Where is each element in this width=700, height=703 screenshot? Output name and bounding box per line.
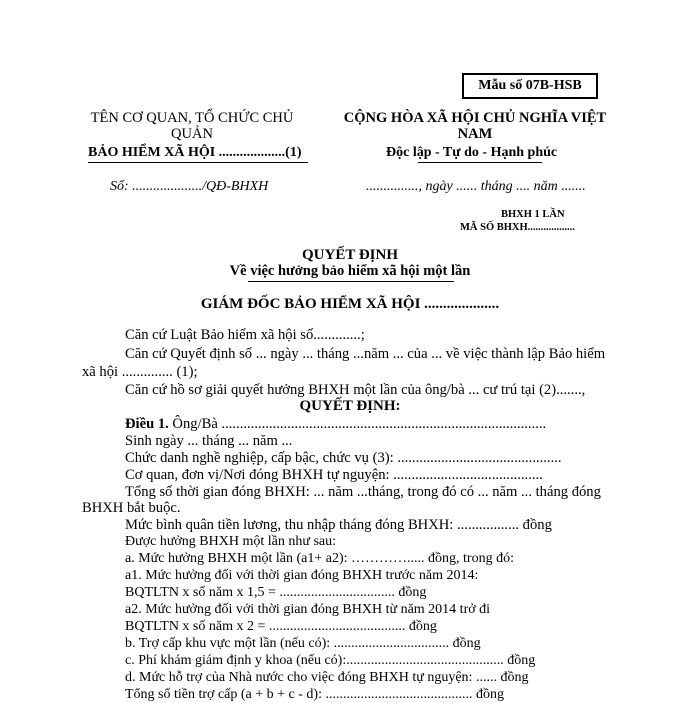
motto: Độc lập - Tự do - Hạnh phúc <box>386 145 558 160</box>
article1-total-time-cont: BHXH bắt buộc. <box>82 500 181 516</box>
article1-label: Điều 1. <box>125 416 169 432</box>
article1-avg-salary: Mức bình quân tiền lương, thu nhập tháng đóng BHXH: ................. đồng <box>125 517 552 533</box>
article1-item-a2-formula: BQTLTN x số năm x 2 = ....................................... đồng <box>125 619 437 634</box>
article1-total-time: Tổng số thời gian đóng BHXH: ... năm ...tháng, trong đó có ... năm ... tháng đóng <box>125 484 601 500</box>
article1-dob: Sinh ngày ... tháng ... năm ... <box>125 433 293 449</box>
preamble-decision: Căn cứ Quyết định số ... ngày ... tháng ...năm ... của ... về việc thành lập Bảo hiểm <box>125 346 606 362</box>
article1-total: Tổng số tiền trợ cấp (a + b + c - d): .......................................... đồng <box>125 687 504 702</box>
republic-line2: NAM <box>457 126 493 142</box>
preamble-law: Căn cứ Luật Bảo hiểm xã hội số.............; <box>125 327 365 343</box>
agency-name: BẢO HIỂM XÃ HỘI ...................(1) <box>88 145 302 160</box>
article1-item-c: c. Phí khám giám định y khoa (nếu có):............................................. đồng <box>125 653 536 668</box>
form-code: Mẫu số 07B-HSB <box>478 78 582 93</box>
article1-line <box>125 416 546 433</box>
article1-item-a1: a1. Mức hưởng đối với thời gian đóng BHXH trước năm 2014: <box>125 568 479 583</box>
article1-agency: Cơ quan, đơn vị/Nơi đóng BHXH tự nguyện: ......................................... <box>125 467 543 483</box>
decides-heading: QUYẾT ĐỊNH: <box>299 398 401 414</box>
article1-item-a2: a2. Mức hưởng đối với thời gian đóng BHXH từ năm 2014 trở đi <box>125 602 491 617</box>
decision-title: QUYẾT ĐỊNH <box>302 247 398 263</box>
article1-position: Chức danh nghề nghiệp, cấp bậc, chức vụ (3): ............................................. <box>125 450 562 466</box>
form-code-box <box>462 73 598 99</box>
preamble-decision-cont: xã hội .............. (1); <box>82 364 198 380</box>
authority-title: GIÁM ĐỐC BẢO HIỂM XÃ HỘI .................... <box>200 296 500 312</box>
article1-item-a: a. Mức hưởng BHXH một lần (a1+ a2): …………..... đồng, trong đó: <box>125 551 514 566</box>
subject-underline <box>248 281 454 282</box>
motto-underline <box>418 162 542 163</box>
republic-line1: CỘNG HÒA XÃ HỘI CHỦ NGHĨA VIỆT <box>343 110 607 126</box>
decision-subject: Về việc hưởng bảo hiểm xã hội một lần <box>229 263 471 279</box>
article1-item-a1-formula: BQTLTN x số năm x 1,5 = ................................. đồng <box>125 585 427 600</box>
agency-line1: TÊN CƠ QUAN, TỔ CHỨC CHỦ <box>90 110 294 126</box>
preamble-dossier: Căn cứ hồ sơ giải quyết hưởng BHXH một lần của ông/bà ... cư trú tại (2)......., <box>125 382 586 398</box>
article1-item-d: d. Mức hỗ trợ của Nhà nước cho việc đóng BHXH tự nguyện: ...... đồng <box>125 670 529 685</box>
bhxh-once-label: BHXH 1 LẦN <box>501 209 565 220</box>
article1-name: Ông/Bà ......................................................................................... <box>168 416 547 432</box>
agency-line2: QUẢN <box>171 126 213 142</box>
date-line: ..............., ngày ...... tháng .... năm ....... <box>366 179 586 194</box>
agency-underline <box>88 162 308 163</box>
decision-number: Số: ..................../QĐ-BHXH <box>110 179 269 194</box>
article1-item-b: b. Trợ cấp khu vực một lần (nếu có): ................................. đồng <box>125 636 481 651</box>
bhxh-code-label: MÃ SỐ BHXH.................. <box>460 222 575 233</box>
article1-entitled: Được hưởng BHXH một lần như sau: <box>125 534 336 549</box>
